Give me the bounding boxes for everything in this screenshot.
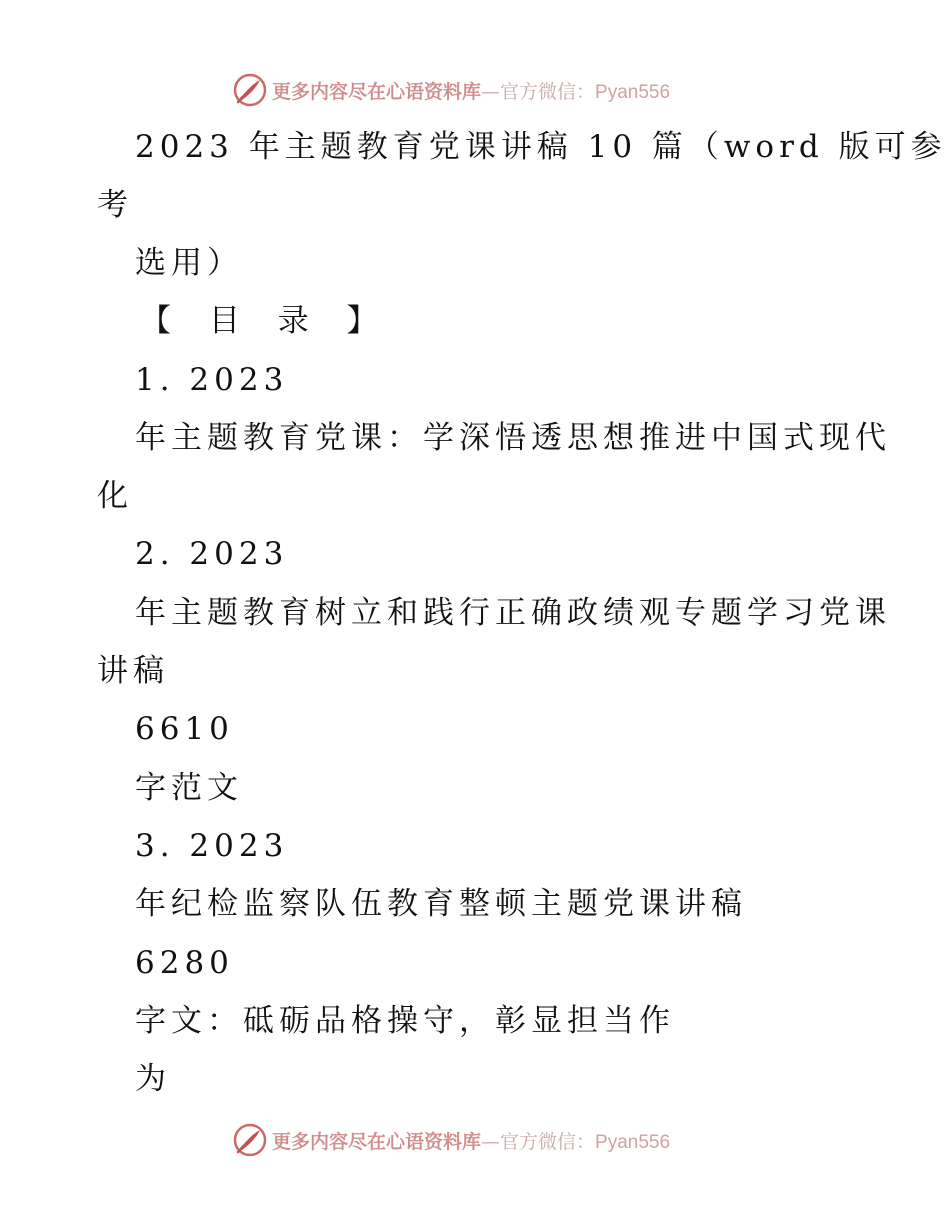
document-title-line-1: 2023 年主题教育党课讲稿 10 篇（word 版可参: [135, 129, 947, 165]
footer-watermark: [232, 1120, 670, 1160]
toc-entry-1-title-cont: 化: [97, 478, 133, 514]
watermark-main-text: 更多内容尽在心语资料库: [272, 80, 482, 103]
document-title-line-2: 考: [97, 187, 133, 223]
toc-entry-3-subtitle-cont: 为: [135, 1061, 171, 1097]
toc-entry-2-suffix: 字范文: [135, 770, 243, 806]
pen-logo-icon: [232, 72, 268, 108]
document-title-line-3: 选用）: [135, 245, 243, 281]
toc-entry-2-word-count: 6610: [135, 711, 234, 747]
toc-entry-1-number: 1. 2023: [135, 362, 289, 398]
toc-heading: 【 目 录 】: [140, 303, 392, 339]
watermark-sub-text: 官方微信：: [500, 80, 596, 103]
pen-logo-icon: [232, 1122, 268, 1158]
toc-entry-3-number: 3. 2023: [135, 828, 289, 864]
watermark-wechat-id: Pyan556: [595, 1131, 671, 1153]
watermark-sub-text: 官方微信：: [500, 1130, 596, 1153]
toc-entry-1-title: 年主题教育党课：学深悟透思想推进中国式现代: [135, 420, 891, 456]
watermark-dash: —: [481, 80, 501, 103]
header-watermark: [232, 70, 670, 110]
watermark-wechat-id: Pyan556: [595, 81, 671, 103]
toc-entry-3-word-count: 6280: [135, 945, 234, 981]
watermark-main-text: 更多内容尽在心语资料库: [272, 1130, 482, 1153]
toc-entry-3-title: 年纪检监察队伍教育整顿主题党课讲稿: [135, 886, 747, 922]
toc-entry-3-subtitle: 字文：砥砺品格操守，彰显担当作: [135, 1003, 675, 1039]
toc-entry-2-title-cont: 讲稿: [97, 653, 169, 689]
toc-entry-2-number: 2. 2023: [135, 536, 289, 572]
toc-entry-2-title: 年主题教育树立和践行正确政绩观专题学习党课: [135, 595, 891, 631]
watermark-dash: —: [481, 1130, 501, 1153]
